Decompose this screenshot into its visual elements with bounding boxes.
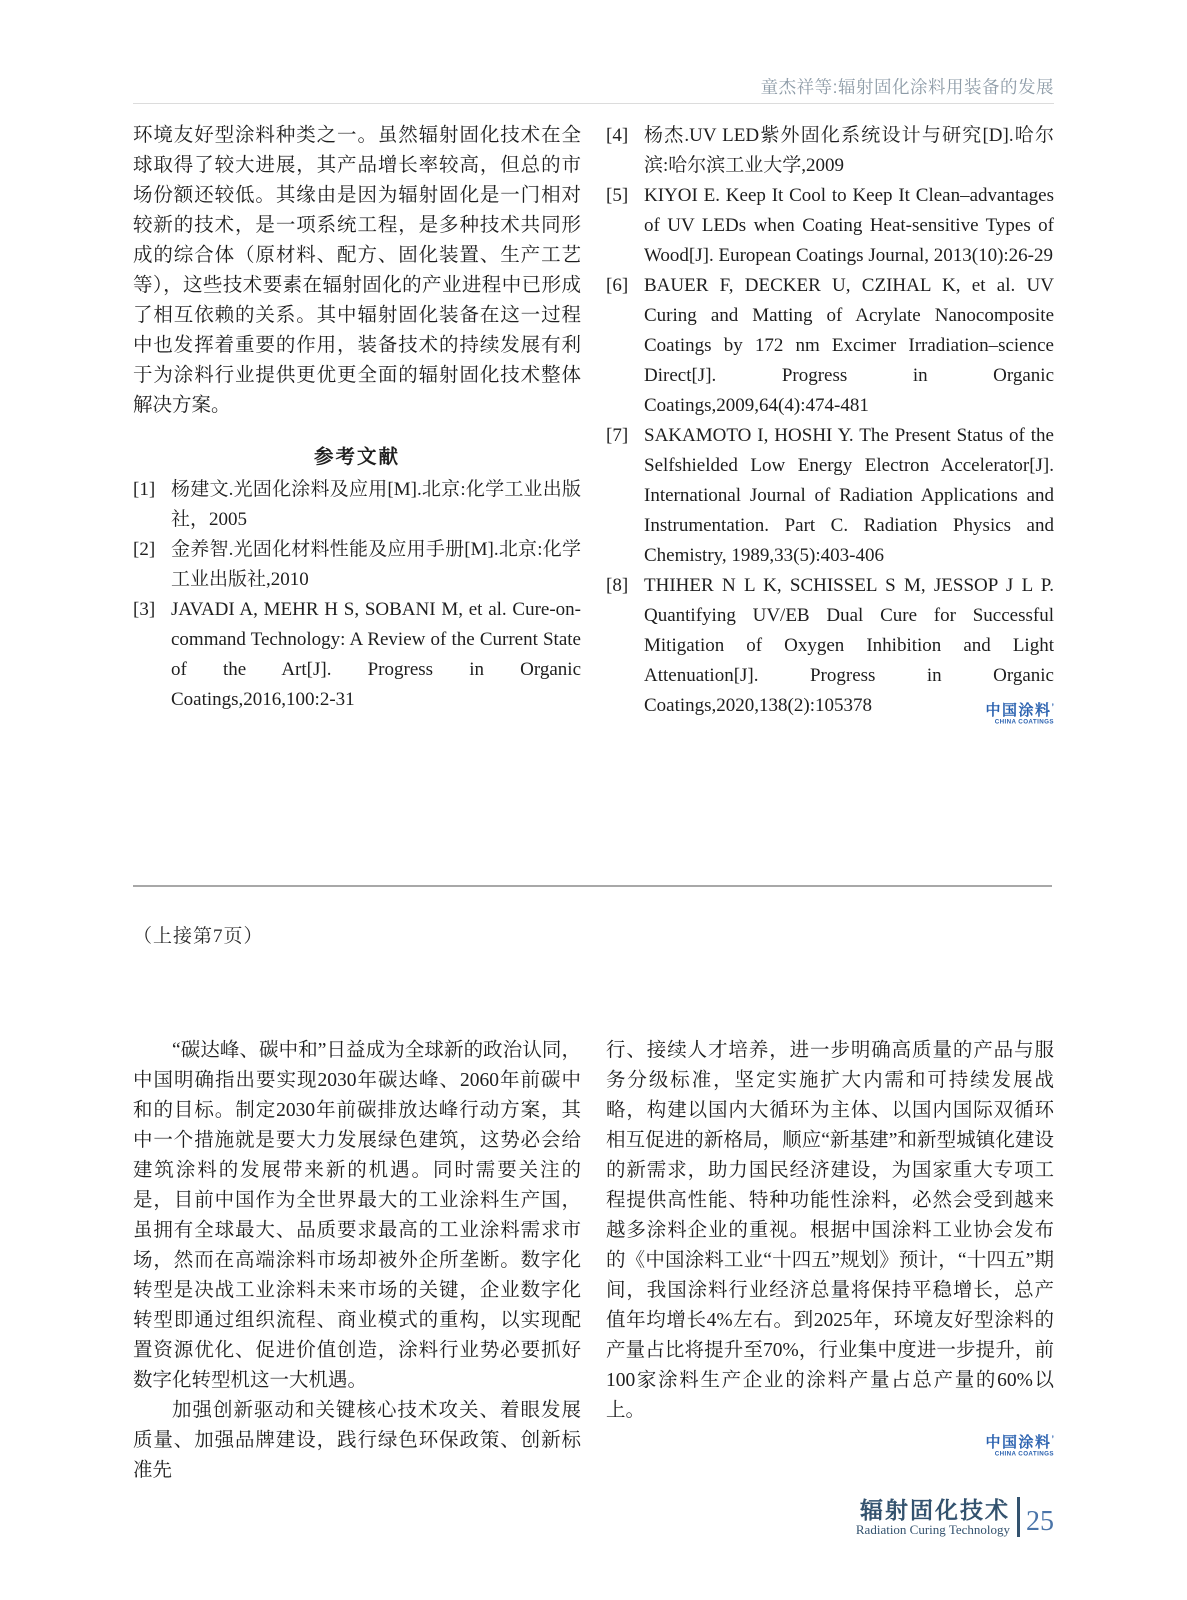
article-paragraph: 环境友好型涂料种类之一。虽然辐射固化技术在全球取得了较大进展，其产品增长率较高，但总的市场份额还较低。其缘由是因为辐射固化是一门相对较新的技术，是一项系统工程，是多种技术共同形成的综合体（原材料、配方、固化装置、生产工艺等），这些技术要素在辐射固化的产业进程中已形成了相互依赖的关系。其中辐射固化装备在这一过程中也发挥着重要的作用，装备技术的持续发展有利于为涂料行业提供更优更全面的辐射固化技术整体解决方案。: [133, 125, 581, 416]
reference-number: [4]: [606, 125, 629, 146]
reference-text: KIYOI E. Keep It Cool to Keep It Clean–advantages of UV LEDs when Coating Heat-sensitive Types of Wood[J]. European Coatings Journal, 2013(10):26-29: [644, 185, 1054, 266]
footer-journal-cn: 辐射固化技术: [860, 1497, 1010, 1523]
footer-journal-en: Radiation Curing Technology: [855, 1522, 1010, 1537]
reference-item: [133, 535, 581, 595]
reference-number: [7]: [606, 425, 629, 446]
logo-text-cn: [978, 703, 1054, 718]
logo-text-cn: [978, 1435, 1054, 1450]
page-number: 25: [1026, 1506, 1054, 1537]
page-footer: [856, 1497, 1054, 1538]
logo-block: [606, 1435, 1054, 1459]
reference-item: [606, 571, 1054, 726]
bottom-left-column: [133, 1036, 581, 1486]
reference-item: [606, 181, 1054, 271]
reference-text: JAVADI A, MEHR H S, SOBANI M, et al. Cure-on-command Technology: A Review of the Current State of the Art[J]. Progress in Organic Coatings,2016,100:2-31: [171, 599, 581, 710]
logo-cn-characters: 中国涂料: [985, 702, 1052, 719]
reference-number: [8]: [606, 575, 629, 596]
reference-text: BAUER F, DECKER U, CZIHAL K, et al. UV Curing and Matting of Acrylate Nanocomposite Coatings by 172 nm Excimer Irradiation–science Direct[J]. Progress in Organic Coatings,2009,64(4):474-481: [644, 275, 1054, 416]
bottom-right-column: [606, 1036, 1054, 1486]
continuation-paragraph-2-start: 加强创新驱动和关键核心技术攻关、着眼发展质量、加强品牌建设，践行绿色环保政策、创新标准先: [133, 1400, 581, 1481]
reference-item: [606, 121, 1054, 181]
footer-journal-title: [856, 1497, 1010, 1537]
logo-trademark-icon: ’: [1051, 702, 1054, 712]
section-divider-rule: [133, 885, 1052, 887]
reference-text: 金养智.光固化材料性能及应用手册[M].北京:化学工业出版社,2010: [171, 539, 581, 590]
top-section: [133, 121, 1054, 726]
reference-text: 杨建文.光固化涂料及应用[M].北京:化学工业出版社，2005: [171, 479, 581, 530]
reference-number: [6]: [606, 275, 629, 296]
logo-text-en: CHINA COATINGS: [994, 1450, 1054, 1458]
header-rule: [133, 103, 1054, 104]
reference-number: [3]: [133, 599, 156, 620]
footer-divider-bar: [1017, 1497, 1020, 1537]
bottom-section: [133, 1036, 1054, 1486]
continuation-paragraph-2-end: 行、接续人才培养，进一步明确高质量的产品与服务分级标准，坚定实施扩大内需和可持续发展战略，构建以国内大循环为主体、以国内国际双循环相互促进的新格局，顺应“新基建”和新型城镇化建设的新需求，助力国民经济建设，为国家重大专项工程提供高性能、特种功能性涂料，必然会受到越来越多涂料企业的重视。根据中国涂料工业协会发布的《中国涂料工业“十四五”规划》预计，“十四五”期间，我国涂料行业经济总量将保持平稳增长，总产值年均增长4%左右。到2025年，环境友好型涂料的产量占比将提升至70%，行业集中度进一步提升，前100家涂料生产企业的涂料产量占总产量的60%以上。: [606, 1040, 1054, 1421]
continuation-paragraph-1: “碳达峰、碳中和”日益成为全球新的政治认同，中国明确指出要实现2030年碳达峰、2060年前碳中和的目标。制定2030年前碳排放达峰行动方案，其中一个措施就是要大力发展绿色建筑，这势必会给建筑涂料的发展带来新的机遇。同时需要关注的是，目前中国作为全世界最大的工业涂料生产国，虽拥有全球最大、品质要求最高的工业涂料需求市场，然而在高端涂料市场却被外企所垄断。数字化转型是决战工业涂料未来市场的关键，企业数字化转型即通过组织流程、商业模式的重构，以实现配置资源优化、促进价值创造，涂料行业势必要抓好数字化转型机这一大机遇。: [133, 1040, 581, 1391]
logo-trademark-icon: ’: [1051, 1434, 1054, 1444]
running-header: 童杰祥等:辐射固化涂料用装备的发展: [760, 77, 1054, 97]
reference-text: 杨杰.UV LED紫外固化系统设计与研究[D].哈尔滨:哈尔滨工业大学,2009: [644, 125, 1054, 176]
reference-number: [1]: [133, 479, 156, 500]
top-right-column: [606, 121, 1054, 726]
reference-item: [606, 421, 1054, 571]
reference-item: [133, 475, 581, 535]
logo-cn-characters: 中国涂料: [985, 1434, 1052, 1451]
reference-item: [606, 271, 1054, 421]
logo-text-en: CHINA COATINGS: [994, 718, 1054, 726]
china-coatings-logo: [978, 703, 1054, 727]
reference-number: [2]: [133, 539, 156, 560]
reference-number: [5]: [606, 185, 629, 206]
reference-item: [133, 595, 581, 715]
continued-from-note: （上接第7页）: [133, 926, 264, 947]
top-left-column: [133, 121, 581, 721]
references-heading: 参考文献: [313, 446, 400, 468]
china-coatings-logo: [978, 1435, 1054, 1459]
reference-text: THIHER N L K, SCHISSEL S M, JESSOP J L P. Quantifying UV/EB Dual Cure for Successful Mitigation of Oxygen Inhibition and Light Attenuation[J]. Progress in Organic Coatings,2020,138(2):105378: [644, 575, 1054, 716]
reference-text: SAKAMOTO I, HOSHI Y. The Present Status of the Selfshielded Low Energy Electron Accelerator[J]. International Journal of Radiation Applications and Instrumentation. Part C. Radiation Physics and Chemistry, 1989,33(5):403-406: [644, 425, 1054, 566]
